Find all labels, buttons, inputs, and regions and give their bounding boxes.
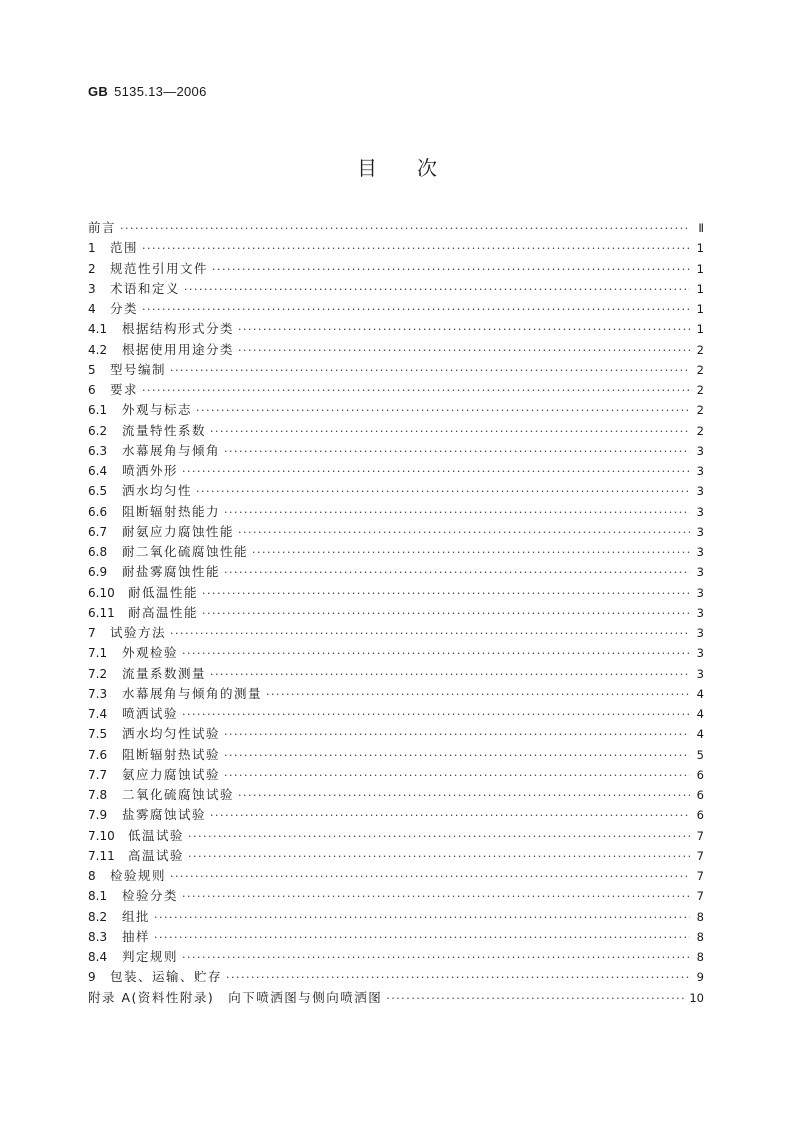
toc-entry-label: 根据结构形式分类 [122,321,235,337]
toc-entry-number: 4.2 [88,342,108,357]
toc-dot-leader [238,786,690,806]
toc-dot-leader [188,847,690,867]
toc-dot-leader [212,260,690,280]
toc-entry-page: 3 [696,464,704,478]
toc-entry-page: 7 [696,889,704,904]
toc-entry-number: 6.7 [88,524,108,539]
toc-entry-number: 4.1 [88,322,108,337]
toc-entry[interactable] [88,319,704,339]
toc-entry-label: 检验分类 [122,888,179,904]
toc-entry[interactable] [88,562,704,582]
toc-entry-page: 1 [696,302,704,316]
toc-entry-number: 6.10 [88,585,115,600]
toc-entry-label: 分类 [110,301,139,316]
toc-entry-number: 6.5 [88,484,108,499]
toc-dot-leader [252,543,690,563]
toc-entry[interactable] [88,238,704,258]
toc-dot-leader [188,827,690,847]
toc-entry-label: 喷洒试验 [122,706,179,721]
toc-entry-page: 1 [696,322,704,337]
toc-dot-leader [142,239,690,259]
toc-dot-leader [202,604,690,624]
toc-dot-leader [142,300,690,320]
toc-entry-label: 外观检验 [122,645,179,661]
toc-entry-label: 判定规则 [122,949,179,964]
toc-dot-leader [224,766,690,786]
toc-entry-number: 1 [88,241,96,256]
toc-entry-number: 8.4 [88,950,108,964]
toc-entry[interactable] [88,380,704,400]
toc-entry-number: 6.6 [88,504,108,519]
toc-entry-number: 6.1 [88,403,108,418]
toc-dot-leader [142,381,690,401]
toc-entry-page: 8 [696,950,704,964]
toc-entry-label: 前言 [88,220,117,235]
toc-entry-number: 7.7 [88,767,108,782]
toc-entry-page: 1 [696,281,704,296]
toc-entry-number: 6.9 [88,565,108,580]
toc-entry[interactable] [88,947,704,967]
toc-entry[interactable] [88,340,704,360]
toc-dot-leader [196,482,690,502]
toc-entry-number: 6.2 [88,423,108,438]
toc-dot-leader [210,665,690,685]
toc-entry[interactable] [88,846,704,866]
toc-entry[interactable] [88,988,704,1008]
toc-entry-label: 要求 [110,382,139,397]
toc-dot-leader [224,563,690,583]
toc-entry-number: 5 [88,362,96,377]
toc-dot-leader [120,219,690,239]
toc-entry[interactable] [88,765,704,785]
toc-entry-page: 3 [696,666,704,681]
toc-entry-page: 3 [696,646,704,661]
toc-entry[interactable] [88,400,704,420]
toc-entry-number: 7 [88,626,96,640]
toc-dot-leader [182,948,690,968]
toc-entry-label: 附录 A(资料性附录) 向下喷洒图与侧向喷洒图 [88,989,383,1005]
toc-entry[interactable] [88,259,704,279]
toc-entry-label: 高温试验 [128,847,185,863]
toc-entry-label: 耐氨应力腐蚀性能 [122,523,235,539]
toc-entry-page: 1 [696,241,704,256]
toc-entry-page: 2 [696,342,704,357]
toc-entry[interactable] [88,785,704,805]
toc-dot-leader [266,685,690,705]
toc-entry-page: Ⅱ [698,221,704,235]
toc-entry-number: 9 [88,970,96,985]
toc-entry-label: 喷洒外形 [122,463,179,478]
toc-entry-label: 流量系数测量 [122,665,207,681]
toc-entry-page: 4 [696,707,704,721]
toc-entry-page: 10 [689,990,704,1005]
toc-entry[interactable] [88,866,704,886]
toc-entry-label: 抽样 [122,928,151,944]
toc-entry-label: 洒水均匀性试验 [122,726,221,742]
toc-entry[interactable] [88,421,704,441]
toc-entry-page: 8 [696,909,704,924]
toc-entry-page: 7 [696,848,704,863]
toc-entry-number: 7.10 [88,828,115,843]
toc-entry-page: 3 [696,443,704,458]
toc-entry-page: 2 [696,423,704,438]
toc-entry-number: 4 [88,302,96,316]
toc-dot-leader [226,968,690,988]
toc-dot-leader [170,624,690,644]
toc-entry-number: 6.4 [88,464,108,478]
toc-entry-label: 盐雾腐蚀试验 [122,807,207,823]
toc-dot-leader [238,320,690,340]
toc-entry[interactable] [88,279,704,299]
toc-entry-number: 7.2 [88,666,108,681]
toc-entry-page: 4 [696,686,704,701]
toc-entry-number: 7.5 [88,727,108,742]
toc-entry-label: 阻断辐射热能力 [122,503,221,519]
toc-entry-number: 7.1 [88,646,108,661]
toc-dot-leader [238,523,690,543]
toc-dot-leader [182,705,690,725]
toc-entry-label: 试验方法 [110,625,167,640]
toc-entry-page: 9 [696,970,704,985]
toc-entry-label: 耐盐雾腐蚀性能 [122,564,221,580]
toc-entry-number: 8 [88,869,96,883]
toc-entry-number: 6.11 [88,605,115,620]
toc-entry-number: 7.9 [88,808,108,823]
toc-dot-leader [224,725,690,745]
toc-entry-page: 2 [696,383,704,397]
toc-entry-page: 3 [696,585,704,600]
toc-entry-page: 3 [696,565,704,580]
toc-entry-number: 2 [88,261,96,276]
toc-dot-leader [224,746,690,766]
toc-entry[interactable] [88,643,704,663]
toc-entry[interactable] [88,967,704,987]
toc-entry-number: 6 [88,383,96,397]
toc-entry-label: 耐高温性能 [128,604,199,620]
toc-entry-page: 7 [696,828,704,843]
toc-entry[interactable] [88,805,704,825]
toc-dot-leader [170,361,690,381]
toc-dot-leader [170,867,690,887]
toc-entry[interactable] [88,299,704,319]
document-header [88,84,207,99]
toc-entry-number: 8.1 [88,889,108,904]
toc-entry-number: 8.3 [88,929,108,944]
toc-entry[interactable] [88,441,704,461]
toc-dot-leader [210,422,690,442]
toc-dot-leader [182,462,690,482]
toc-entry[interactable] [88,603,704,623]
toc-entry-page: 5 [696,747,704,762]
toc-entry[interactable] [88,481,704,501]
toc-entry-page: 3 [696,605,704,620]
toc-entry-label: 根据使用用途分类 [122,341,235,357]
toc-entry[interactable] [88,623,704,643]
toc-entry[interactable] [88,461,704,481]
toc-entry-label: 耐二氧化硫腐蚀性能 [122,544,249,559]
toc-entry-label: 二氧化硫腐蚀试验 [122,787,235,802]
toc-entry-number: 7.11 [88,848,115,863]
toc-dot-leader [184,280,690,300]
toc-entry[interactable] [88,907,704,927]
toc-entry-label: 外观与标志 [122,402,193,418]
toc-entry-number: 3 [88,281,96,296]
table-of-contents [88,218,704,1008]
toc-entry[interactable] [88,745,704,765]
toc-entry-page: 4 [696,727,704,742]
toc-entry-label: 检验规则 [110,868,167,883]
toc-entry-page: 7 [696,869,704,883]
toc-dot-leader [386,989,685,1009]
toc-entry[interactable] [88,684,704,704]
toc-entry-page: 8 [696,929,704,944]
toc-entry[interactable] [88,542,704,562]
toc-entry-label: 水幕展角与倾角的测量 [122,685,263,701]
toc-entry[interactable] [88,886,704,906]
toc-entry-number: 7.8 [88,788,108,802]
toc-entry[interactable] [88,360,704,380]
toc-entry-label: 耐低温性能 [128,584,199,600]
toc-dot-leader [182,887,690,907]
toc-entry-page: 3 [696,504,704,519]
toc-entry-number: 6.3 [88,443,108,458]
toc-entry-label: 洒水均匀性 [122,483,193,499]
toc-entry-page: 2 [696,403,704,418]
toc-entry-page: 3 [696,626,704,640]
toc-entry-label: 范围 [110,240,139,256]
toc-entry-page: 3 [696,545,704,559]
toc-entry-label: 低温试验 [128,827,185,843]
toc-entry-label: 水幕展角与倾角 [122,442,221,458]
toc-entry-page: 6 [696,788,704,802]
toc-entry-label: 型号编制 [110,361,167,377]
toc-dot-leader [196,401,690,421]
toc-dot-leader [210,806,690,826]
toc-entry[interactable] [88,927,704,947]
toc-entry-number: 7.6 [88,747,108,762]
toc-entry-label: 规范性引用文件 [110,260,209,276]
toc-dot-leader [224,503,690,523]
toc-entry-number: 7.3 [88,686,108,701]
toc-entry-label: 流量特性系数 [122,422,207,438]
toc-dot-leader [238,341,690,361]
toc-entry[interactable] [88,704,704,724]
toc-entry-page: 3 [696,524,704,539]
toc-entry[interactable] [88,583,704,603]
toc-entry[interactable] [88,826,704,846]
toc-entry-number: 8.2 [88,909,108,924]
toc-entry-number: 7.4 [88,707,108,721]
toc-dot-leader [154,908,690,928]
toc-dot-leader [224,442,690,462]
toc-entry[interactable] [88,218,704,238]
toc-entry-label: 包装、运输、贮存 [110,969,223,985]
toc-dot-leader [182,644,690,664]
toc-entry[interactable] [88,664,704,684]
toc-entry-page: 6 [696,767,704,782]
toc-entry-number: 6.8 [88,545,108,559]
toc-entry-label: 组批 [122,908,151,924]
toc-entry-page: 3 [696,484,704,499]
toc-dot-leader [154,928,690,948]
toc-entry[interactable] [88,502,704,522]
toc-entry-page: 2 [696,362,704,377]
toc-entry-label: 阻断辐射热试验 [122,746,221,762]
toc-dot-leader [202,584,690,604]
toc-entry[interactable] [88,522,704,542]
standard-code: 5135.13—2006 [114,84,207,99]
page-title: 目次 [357,156,477,180]
toc-entry-page: 1 [696,261,704,276]
toc-entry-label: 氨应力腐蚀试验 [122,766,221,782]
toc-entry-label: 术语和定义 [110,280,181,296]
standard-prefix: GB [88,84,109,99]
toc-entry[interactable] [88,724,704,744]
toc-entry-page: 6 [696,808,704,823]
